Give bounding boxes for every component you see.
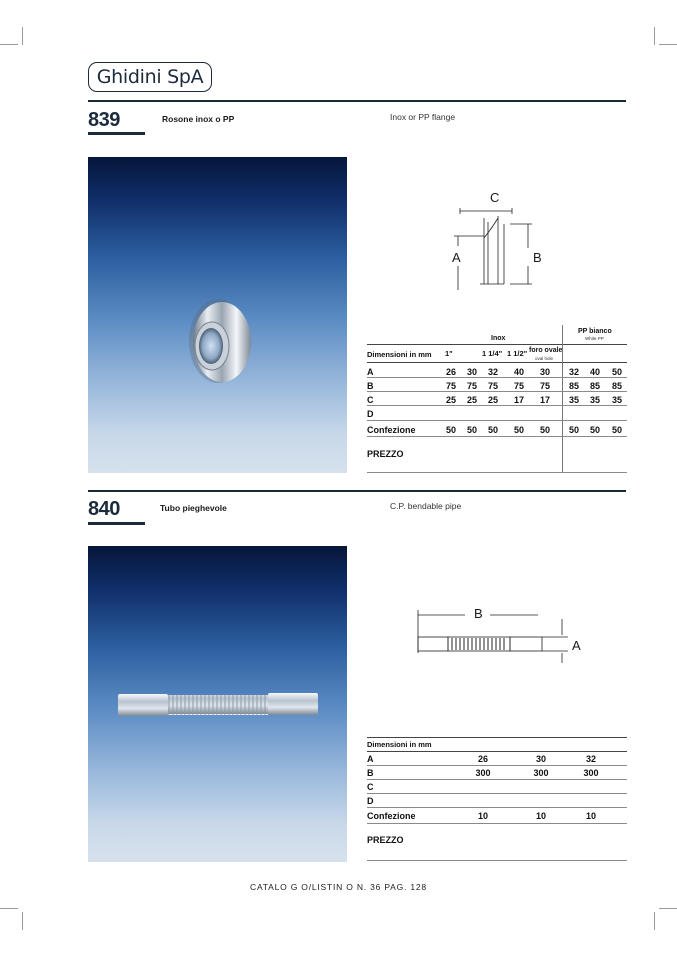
table-cell: 300 bbox=[533, 768, 549, 778]
table-rule bbox=[367, 362, 627, 363]
table-cell: 75 bbox=[445, 381, 456, 391]
table-cell: 32 bbox=[585, 754, 596, 764]
table-cell: 300 bbox=[475, 768, 491, 778]
product-subtitle: Inox or PP flange bbox=[390, 112, 456, 122]
price-label: PREZZO bbox=[367, 449, 404, 459]
row-label: C bbox=[367, 782, 374, 792]
table-cell: 35 bbox=[568, 395, 579, 405]
table-cell: 10 bbox=[535, 811, 546, 821]
table-cell: 32 bbox=[568, 367, 579, 377]
diagram-label-a: A bbox=[572, 638, 581, 653]
table-rule bbox=[367, 391, 627, 392]
row-label: Confezione bbox=[367, 811, 416, 821]
table-cell: 50 bbox=[487, 425, 498, 435]
product-code-underline bbox=[88, 132, 145, 135]
crop-mark bbox=[654, 27, 655, 45]
page-footer: CATALO G O/LISTIN O N. 36 PAG. 128 bbox=[250, 882, 427, 892]
table-cell: 26 bbox=[477, 754, 488, 764]
table-rule bbox=[367, 793, 627, 794]
table-cell: 50 bbox=[568, 425, 579, 435]
product-photo bbox=[88, 157, 347, 473]
table-rule bbox=[367, 420, 627, 421]
crop-mark bbox=[0, 44, 18, 45]
table-rule bbox=[367, 860, 627, 861]
price-label: PREZZO bbox=[367, 835, 404, 845]
dimensions-table bbox=[367, 737, 627, 863]
table-cell: 26 bbox=[445, 367, 456, 377]
col-header-sub: oval hole bbox=[535, 356, 554, 361]
table-cell: 300 bbox=[583, 768, 599, 778]
group-header-pp-sub: White PP bbox=[585, 336, 604, 341]
table-rule bbox=[367, 765, 627, 766]
product-code: 840 bbox=[88, 498, 120, 520]
table-rule bbox=[367, 807, 627, 808]
table-cell: 17 bbox=[513, 395, 524, 405]
section-rule bbox=[88, 100, 626, 102]
product-photo bbox=[88, 546, 347, 862]
table-rule bbox=[367, 751, 627, 752]
table-cell: 35 bbox=[589, 395, 600, 405]
table-cell: 50 bbox=[611, 367, 622, 377]
table-rule bbox=[367, 472, 627, 473]
table-cell: 50 bbox=[445, 425, 456, 435]
row-label: Confezione bbox=[367, 425, 416, 435]
product-title: Tubo pieghevole bbox=[160, 503, 227, 513]
flange-image bbox=[88, 157, 347, 473]
section-rule bbox=[88, 490, 626, 492]
table-cell: 85 bbox=[568, 381, 579, 391]
diagram-label-b: B bbox=[533, 250, 542, 265]
product-subtitle: C.P. bendable pipe bbox=[390, 501, 462, 511]
brand-name: Ghidini SpA bbox=[96, 66, 204, 88]
table-cell: 30 bbox=[535, 754, 546, 764]
product-code: 839 bbox=[88, 109, 120, 131]
crop-mark bbox=[0, 908, 18, 909]
table-cell: 85 bbox=[611, 381, 622, 391]
table-cell: 30 bbox=[539, 367, 550, 377]
table-cell: 10 bbox=[585, 811, 596, 821]
dim-header: Dimensioni in mm bbox=[367, 350, 432, 359]
table-cell: 75 bbox=[487, 381, 498, 391]
table-rule bbox=[367, 823, 627, 824]
row-label: D bbox=[367, 796, 374, 806]
technical-drawing bbox=[410, 605, 590, 665]
col-header: 1" bbox=[445, 349, 453, 358]
row-label: A bbox=[367, 367, 374, 377]
col-header: 1 1/2" bbox=[507, 349, 528, 358]
table-cell: 30 bbox=[466, 367, 477, 377]
table-cell: 40 bbox=[513, 367, 524, 377]
brand-logo bbox=[88, 62, 212, 92]
group-header-pp: PP bianco bbox=[578, 328, 612, 335]
diagram-label-b: B bbox=[474, 606, 483, 621]
table-cell: 75 bbox=[466, 381, 477, 391]
table-cell: 25 bbox=[445, 395, 456, 405]
table-rule bbox=[367, 405, 627, 406]
table-cell: 75 bbox=[539, 381, 550, 391]
row-label: C bbox=[367, 395, 374, 405]
table-cell: 25 bbox=[466, 395, 477, 405]
table-cell: 50 bbox=[513, 425, 524, 435]
column-separator bbox=[562, 325, 563, 473]
crop-mark bbox=[22, 912, 23, 930]
dimensions-table bbox=[367, 325, 627, 475]
product-title: Rosone inox o PP bbox=[162, 114, 235, 124]
table-cell: 50 bbox=[466, 425, 477, 435]
row-label: A bbox=[367, 754, 374, 764]
row-label: B bbox=[367, 768, 374, 778]
table-rule bbox=[367, 779, 627, 780]
table-cell: 40 bbox=[589, 367, 600, 377]
product-code-underline bbox=[88, 522, 145, 525]
row-label: B bbox=[367, 381, 374, 391]
col-header: 1 1/4" bbox=[482, 349, 503, 358]
crop-mark bbox=[654, 912, 655, 930]
crop-mark bbox=[22, 27, 23, 45]
pipe-image bbox=[88, 546, 347, 862]
table-cell: 75 bbox=[513, 381, 524, 391]
table-rule bbox=[367, 344, 627, 345]
table-rule bbox=[367, 436, 627, 437]
table-rule bbox=[367, 737, 627, 738]
col-header: foro ovale bbox=[529, 347, 563, 354]
crop-mark bbox=[659, 908, 677, 909]
table-cell: 17 bbox=[539, 395, 550, 405]
row-label: D bbox=[367, 409, 374, 419]
group-header-inox: Inox bbox=[491, 335, 506, 342]
table-rule bbox=[367, 377, 627, 378]
table-cell: 50 bbox=[611, 425, 622, 435]
table-cell: 85 bbox=[589, 381, 600, 391]
diagram-label-a: A bbox=[452, 250, 461, 265]
table-cell: 32 bbox=[487, 367, 498, 377]
table-cell: 10 bbox=[477, 811, 488, 821]
crop-mark bbox=[659, 44, 677, 45]
table-cell: 35 bbox=[611, 395, 622, 405]
table-cell: 50 bbox=[589, 425, 600, 435]
diagram-label-c: C bbox=[490, 190, 500, 205]
table-cell: 50 bbox=[539, 425, 550, 435]
table-cell: 25 bbox=[487, 395, 498, 405]
dim-header: Dimensioni in mm bbox=[367, 740, 432, 749]
